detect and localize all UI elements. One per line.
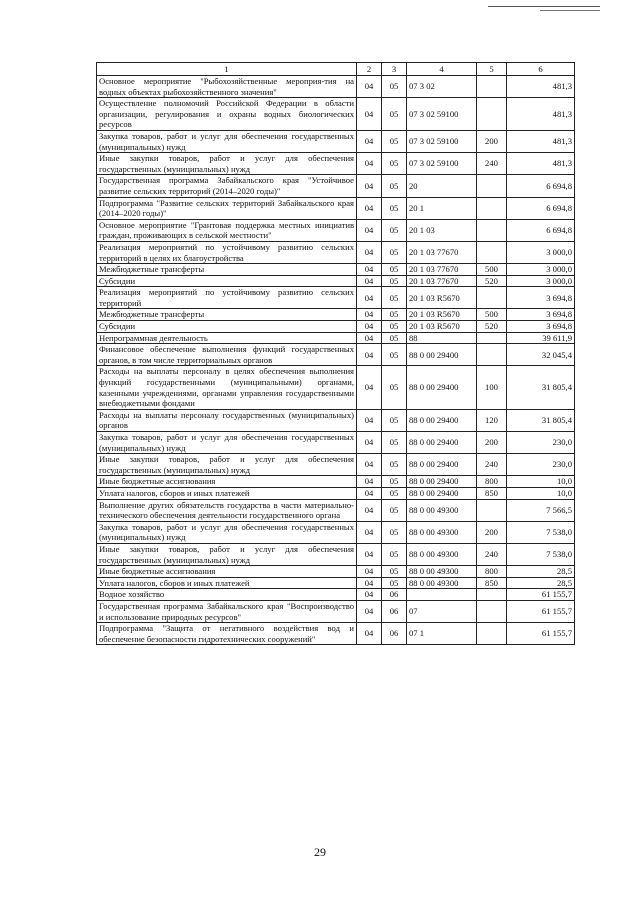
- expense-type-cell: 120: [477, 409, 507, 431]
- row-name-cell: Уплата налогов, сборов и иных платежей: [97, 487, 357, 499]
- section-code-cell: 04: [357, 432, 382, 454]
- section-code-cell: 04: [357, 454, 382, 476]
- table-row: [97, 499, 575, 521]
- expense-type-cell: 240: [477, 543, 507, 565]
- amount-cell: 10,0: [507, 487, 575, 499]
- subsection-code-cell: 05: [382, 409, 407, 431]
- subsection-code-cell: 05: [382, 264, 407, 276]
- expense-type-cell: [477, 344, 507, 366]
- row-name-cell: Непрограммная деятельность: [97, 332, 357, 344]
- table-row: [97, 432, 575, 454]
- table-row: [97, 264, 575, 276]
- target-item-cell: 88 0 00 49300: [407, 566, 477, 578]
- table-row: [97, 197, 575, 219]
- row-name-cell: Водное хозяйство: [97, 589, 357, 601]
- amount-cell: 3 694,8: [507, 287, 575, 309]
- amount-cell: 481,3: [507, 98, 575, 131]
- amount-cell: 7 538,0: [507, 543, 575, 565]
- table-row: [97, 275, 575, 287]
- section-code-cell: 04: [357, 241, 382, 263]
- subsection-code-cell: 06: [382, 600, 407, 622]
- expense-type-cell: 200: [477, 521, 507, 543]
- table-row: [97, 219, 575, 241]
- expense-type-cell: [477, 175, 507, 197]
- subsection-code-cell: 05: [382, 566, 407, 578]
- amount-cell: 6 694,8: [507, 219, 575, 241]
- expense-type-cell: 100: [477, 366, 507, 409]
- table-row: [97, 543, 575, 565]
- header-rule: [488, 6, 600, 7]
- section-code-cell: 04: [357, 409, 382, 431]
- amount-cell: 481,3: [507, 76, 575, 98]
- expense-type-cell: 200: [477, 432, 507, 454]
- target-item-cell: 88 0 00 29400: [407, 454, 477, 476]
- section-code-cell: 04: [357, 287, 382, 309]
- subsection-code-cell: 05: [382, 577, 407, 589]
- column-header: 1: [97, 63, 357, 76]
- amount-cell: 28,5: [507, 577, 575, 589]
- column-header: 3: [382, 63, 407, 76]
- expense-type-cell: 500: [477, 309, 507, 321]
- table-row: [97, 332, 575, 344]
- table-row: [97, 521, 575, 543]
- column-header: 2: [357, 63, 382, 76]
- subsection-code-cell: 05: [382, 287, 407, 309]
- target-item-cell: 07 3 02: [407, 76, 477, 98]
- table-row: [97, 153, 575, 175]
- row-name-cell: Расходы на выплаты персоналу государственных (муниципальных) органов: [97, 409, 357, 431]
- target-item-cell: 20 1 03 R5670: [407, 309, 477, 321]
- amount-cell: 6 694,8: [507, 175, 575, 197]
- target-item-cell: 88 0 00 49300: [407, 521, 477, 543]
- expense-type-cell: 200: [477, 130, 507, 152]
- target-item-cell: 88 0 00 29400: [407, 344, 477, 366]
- section-code-cell: 04: [357, 577, 382, 589]
- table-row: [97, 600, 575, 622]
- target-item-cell: 88 0 00 49300: [407, 577, 477, 589]
- expense-type-cell: [477, 499, 507, 521]
- amount-cell: 3 000,0: [507, 264, 575, 276]
- subsection-code-cell: 06: [382, 623, 407, 645]
- section-code-cell: 04: [357, 521, 382, 543]
- section-code-cell: 04: [357, 309, 382, 321]
- row-name-cell: Выполнение других обязательств государства в части материально-технического обеспечения деятельности государственного органа: [97, 499, 357, 521]
- column-header: 5: [477, 63, 507, 76]
- target-item-cell: 07 3 02 59100: [407, 98, 477, 131]
- target-item-cell: 88 0 00 29400: [407, 476, 477, 488]
- target-item-cell: 20 1 03 R5670: [407, 321, 477, 333]
- row-name-cell: Субсидии: [97, 321, 357, 333]
- section-code-cell: 04: [357, 153, 382, 175]
- table-row: [97, 366, 575, 409]
- header-rule-short: [540, 10, 600, 11]
- section-code-cell: 04: [357, 130, 382, 152]
- table-row: [97, 287, 575, 309]
- target-item-cell: 20 1 03 77670: [407, 241, 477, 263]
- subsection-code-cell: 05: [382, 219, 407, 241]
- row-name-cell: Подпрограмма "Защита от негативного воздействия вод и обеспечение безопасности гидротехнических сооружений": [97, 623, 357, 645]
- target-item-cell: 88 0 00 29400: [407, 487, 477, 499]
- section-code-cell: 04: [357, 98, 382, 131]
- target-item-cell: 20: [407, 175, 477, 197]
- subsection-code-cell: 05: [382, 241, 407, 263]
- subsection-code-cell: 05: [382, 275, 407, 287]
- row-name-cell: Межбюджетные трансферты: [97, 309, 357, 321]
- table-row: [97, 309, 575, 321]
- section-code-cell: 04: [357, 76, 382, 98]
- subsection-code-cell: 06: [382, 589, 407, 601]
- table-row: [97, 130, 575, 152]
- section-code-cell: 04: [357, 175, 382, 197]
- target-item-cell: 88 0 00 29400: [407, 366, 477, 409]
- target-item-cell: 07 3 02 59100: [407, 130, 477, 152]
- row-name-cell: Иные закупки товаров, работ и услуг для обеспечения государственных (муниципальных) нужд: [97, 454, 357, 476]
- table-row: [97, 589, 575, 601]
- column-header: 4: [407, 63, 477, 76]
- row-name-cell: Государственная программа Забайкальского края "Устойчивое развитие сельских территорий (2014–2020 годы)": [97, 175, 357, 197]
- expense-type-cell: [477, 332, 507, 344]
- expense-type-cell: [477, 76, 507, 98]
- row-name-cell: Межбюджетные трансферты: [97, 264, 357, 276]
- amount-cell: 7 566,5: [507, 499, 575, 521]
- expense-type-cell: 850: [477, 487, 507, 499]
- section-code-cell: 04: [357, 623, 382, 645]
- expense-type-cell: [477, 241, 507, 263]
- subsection-code-cell: 05: [382, 487, 407, 499]
- expense-type-cell: [477, 623, 507, 645]
- expense-type-cell: 520: [477, 275, 507, 287]
- expense-type-cell: 800: [477, 476, 507, 488]
- subsection-code-cell: 05: [382, 98, 407, 131]
- section-code-cell: 04: [357, 332, 382, 344]
- subsection-code-cell: 05: [382, 332, 407, 344]
- section-code-cell: 04: [357, 566, 382, 578]
- row-name-cell: Расходы на выплаты персоналу в целях обеспечения выполнения функций государственными (муниципальными) органами, казенными учреждениями, органами управления государственными внебюджетными фондами: [97, 366, 357, 409]
- row-name-cell: Финансовое обеспечение выполнения функций государственных органов, в том числе территориальных органов: [97, 344, 357, 366]
- subsection-code-cell: 05: [382, 197, 407, 219]
- section-code-cell: 04: [357, 543, 382, 565]
- target-item-cell: 88 0 00 49300: [407, 499, 477, 521]
- table-row: [97, 409, 575, 431]
- expense-type-cell: 500: [477, 264, 507, 276]
- column-header: 6: [507, 63, 575, 76]
- row-name-cell: Подпрограмма "Развитие сельских территорий Забайкальского края (2014–2020 годы)": [97, 197, 357, 219]
- row-name-cell: Реализация мероприятий по устойчивому развитию сельских территорий в целях их благоустройства: [97, 241, 357, 263]
- target-item-cell: 20 1 03 77670: [407, 264, 477, 276]
- amount-cell: 61 155,7: [507, 589, 575, 601]
- row-name-cell: Реализация мероприятий по устойчивому развитию сельских территорий: [97, 287, 357, 309]
- amount-cell: 3 694,8: [507, 309, 575, 321]
- row-name-cell: Уплата налогов, сборов и иных платежей: [97, 577, 357, 589]
- amount-cell: 481,3: [507, 153, 575, 175]
- table-row: [97, 454, 575, 476]
- subsection-code-cell: 05: [382, 153, 407, 175]
- target-item-cell: 88 0 00 49300: [407, 543, 477, 565]
- table-row: [97, 241, 575, 263]
- section-code-cell: 04: [357, 197, 382, 219]
- amount-cell: 32 045,4: [507, 344, 575, 366]
- target-item-cell: 20 1 03 77670: [407, 275, 477, 287]
- row-name-cell: Закупка товаров, работ и услуг для обеспечения государственных (муниципальных) нужд: [97, 432, 357, 454]
- subsection-code-cell: 05: [382, 521, 407, 543]
- expense-type-cell: [477, 287, 507, 309]
- section-code-cell: 04: [357, 321, 382, 333]
- section-code-cell: 04: [357, 600, 382, 622]
- expense-type-cell: 850: [477, 577, 507, 589]
- expense-type-cell: [477, 197, 507, 219]
- table-row: [97, 321, 575, 333]
- target-item-cell: 07 3 02 59100: [407, 153, 477, 175]
- row-name-cell: Закупка товаров, работ и услуг для обеспечения государственных (муниципальных) нужд: [97, 130, 357, 152]
- page-number: 29: [314, 845, 326, 859]
- table-row: [97, 476, 575, 488]
- row-name-cell: Осуществление полномочий Российской Федерации в области организации, регулирования и охраны водных биологических ресурсов: [97, 98, 357, 131]
- subsection-code-cell: 05: [382, 344, 407, 366]
- section-code-cell: 04: [357, 499, 382, 521]
- amount-cell: 61 155,7: [507, 623, 575, 645]
- table-row: [97, 98, 575, 131]
- section-code-cell: 04: [357, 487, 382, 499]
- expense-type-cell: [477, 600, 507, 622]
- amount-cell: 230,0: [507, 454, 575, 476]
- subsection-code-cell: 05: [382, 130, 407, 152]
- expense-type-cell: 520: [477, 321, 507, 333]
- target-item-cell: 07: [407, 600, 477, 622]
- target-item-cell: 20 1: [407, 197, 477, 219]
- budget-table: [96, 62, 575, 645]
- subsection-code-cell: 05: [382, 499, 407, 521]
- table-row: [97, 623, 575, 645]
- section-code-cell: 04: [357, 589, 382, 601]
- amount-cell: 3 694,8: [507, 321, 575, 333]
- subsection-code-cell: 05: [382, 366, 407, 409]
- subsection-code-cell: 05: [382, 76, 407, 98]
- target-item-cell: 20 1 03 R5670: [407, 287, 477, 309]
- row-name-cell: Субсидии: [97, 275, 357, 287]
- section-code-cell: 04: [357, 275, 382, 287]
- expense-type-cell: 800: [477, 566, 507, 578]
- amount-cell: 10,0: [507, 476, 575, 488]
- target-item-cell: [407, 589, 477, 601]
- subsection-code-cell: 05: [382, 454, 407, 476]
- table-header-row: [97, 63, 575, 76]
- expense-type-cell: [477, 219, 507, 241]
- table-row: [97, 175, 575, 197]
- row-name-cell: Иные бюджетные ассигнования: [97, 566, 357, 578]
- amount-cell: 31 805,4: [507, 366, 575, 409]
- row-name-cell: Основное мероприятие "Грантовая поддержка местных инициатив граждан, проживающих в сельской местности": [97, 219, 357, 241]
- row-name-cell: Государственная программа Забайкальского края "Воспроизводство и использование природных ресурсов": [97, 600, 357, 622]
- subsection-code-cell: 05: [382, 321, 407, 333]
- amount-cell: 6 694,8: [507, 197, 575, 219]
- amount-cell: 3 000,0: [507, 241, 575, 263]
- section-code-cell: 04: [357, 366, 382, 409]
- amount-cell: 230,0: [507, 432, 575, 454]
- amount-cell: 39 611,9: [507, 332, 575, 344]
- section-code-cell: 04: [357, 264, 382, 276]
- table-row: [97, 344, 575, 366]
- amount-cell: 7 538,0: [507, 521, 575, 543]
- section-code-cell: 04: [357, 476, 382, 488]
- expense-type-cell: [477, 98, 507, 131]
- target-item-cell: 88 0 00 29400: [407, 409, 477, 431]
- table-body: [97, 76, 575, 645]
- row-name-cell: Закупка товаров, работ и услуг для обеспечения государственных (муниципальных) нужд: [97, 521, 357, 543]
- table-row: [97, 76, 575, 98]
- row-name-cell: Иные закупки товаров, работ и услуг для обеспечения государственных (муниципальных) нужд: [97, 543, 357, 565]
- target-item-cell: 88 0 00 29400: [407, 432, 477, 454]
- amount-cell: 481,3: [507, 130, 575, 152]
- expense-type-cell: 240: [477, 454, 507, 476]
- amount-cell: 3 000,0: [507, 275, 575, 287]
- target-item-cell: 07 1: [407, 623, 477, 645]
- subsection-code-cell: 05: [382, 476, 407, 488]
- expense-type-cell: 240: [477, 153, 507, 175]
- table-row: [97, 577, 575, 589]
- section-code-cell: 04: [357, 344, 382, 366]
- table-row: [97, 566, 575, 578]
- section-code-cell: 04: [357, 219, 382, 241]
- row-name-cell: Иные бюджетные ассигнования: [97, 476, 357, 488]
- table-row: [97, 487, 575, 499]
- subsection-code-cell: 05: [382, 543, 407, 565]
- subsection-code-cell: 05: [382, 175, 407, 197]
- amount-cell: 31 805,4: [507, 409, 575, 431]
- target-item-cell: 88: [407, 332, 477, 344]
- amount-cell: 28,5: [507, 566, 575, 578]
- expense-type-cell: [477, 589, 507, 601]
- subsection-code-cell: 05: [382, 309, 407, 321]
- row-name-cell: Иные закупки товаров, работ и услуг для обеспечения государственных (муниципальных) нужд: [97, 153, 357, 175]
- target-item-cell: 20 1 03: [407, 219, 477, 241]
- row-name-cell: Основное мероприятие "Рыбохозяйственные мероприя-тия на водных объектах рыбохозяйственного значения": [97, 76, 357, 98]
- amount-cell: 61 155,7: [507, 600, 575, 622]
- subsection-code-cell: 05: [382, 432, 407, 454]
